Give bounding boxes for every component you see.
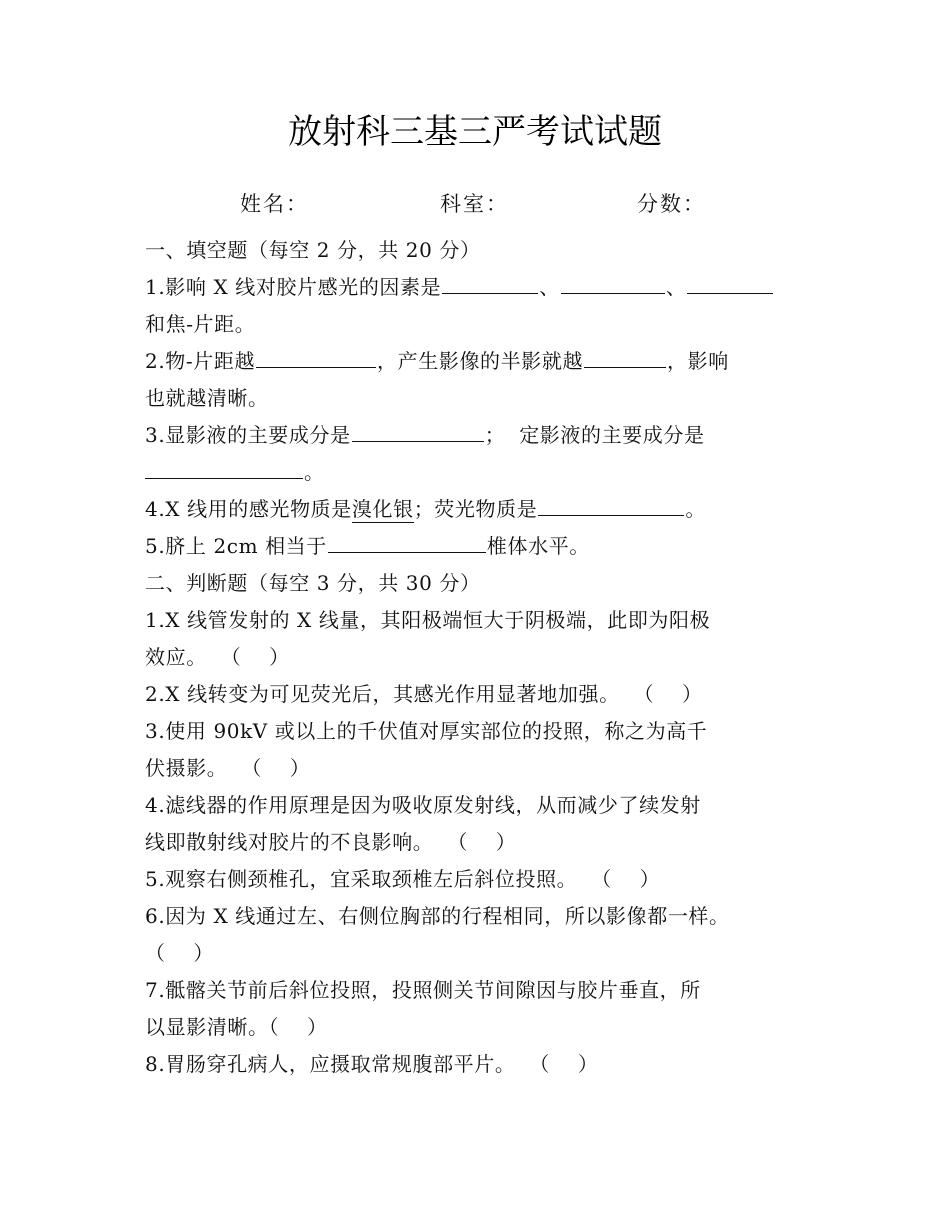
question-line: 2.X 线转变为可见荧光后，其感光作用显著地加强。 （ ） (145, 682, 703, 706)
answer-blank (538, 493, 684, 516)
question-text: 1.影响 X 线对胶片感光的因素是 (145, 275, 442, 299)
page-title: 放射科三基三严考试试题 (288, 112, 662, 152)
question-text: ，影响 (667, 349, 729, 373)
question-line (145, 528, 815, 565)
question-line (145, 269, 815, 306)
question-line: 伏摄影。 （ ） (145, 756, 311, 780)
question-line (145, 343, 815, 380)
question-line: 3.使用 90kV 或以上的千伏值对厚实部位的投照，称之为高千 (145, 719, 708, 743)
question-line: 6.因为 X 线通过左、右侧位胸部的行程相同，所以影像都一样。 (145, 904, 730, 928)
answer-blank (256, 345, 376, 368)
answer-blank (352, 419, 484, 442)
question-line: 5.观察右侧颈椎孔，宜采取颈椎左后斜位投照。 （ ） (145, 867, 661, 891)
question-text: 4.X 线用的感光物质是 (145, 497, 352, 521)
header-fields (0, 188, 950, 222)
question-line: 效应。 （ ） (145, 645, 290, 669)
question-line: 1.X 线管发射的 X 线量，其阳极端恒大于阴极端，此即为阳极 (145, 608, 711, 632)
question-text: 。 (304, 460, 325, 484)
question-line (145, 454, 815, 491)
exam-content (145, 232, 815, 1083)
question-text: ；荧光物质是 (413, 497, 538, 521)
filled-answer: 溴化银 (351, 497, 414, 521)
question-line (145, 491, 815, 528)
question-text: 5.脐上 2cm 相当于 (145, 534, 327, 558)
separator-text: 、 (539, 275, 560, 299)
question-text: 椎体水平。 (486, 534, 590, 558)
question-text: ，产生影像的半影就越 (377, 349, 584, 373)
question-line: 以显影清晰。（ ） (145, 1015, 328, 1039)
question-text: 2.物-片距越 (145, 349, 256, 373)
question-line: 和焦-片距。 (145, 312, 256, 336)
question-line: 8.胃肠穿孔病人，应摄取常规腹部平片。 （ ） (145, 1052, 599, 1076)
question-line: （ ） (145, 941, 215, 965)
question-line: 线即散射线对胶片的不良影响。 （ ） (145, 830, 517, 854)
answer-blank (584, 345, 666, 368)
question-text: 3.显影液的主要成分是 (145, 423, 351, 447)
answer-blank (145, 456, 303, 479)
question-line: 也就越清晰。 (145, 386, 269, 410)
question-line: 7.骶髂关节前后斜位投照，投照侧关节间隙因与胶片垂直，所 (145, 978, 701, 1002)
answer-blank (561, 271, 665, 294)
question-text: 。 (685, 497, 706, 521)
name-field-label: 姓名： (240, 192, 309, 216)
question-line (145, 417, 815, 454)
answer-blank (687, 271, 773, 294)
separator-text: 、 (665, 275, 687, 299)
section-heading-true-false: 二、判断题（每空 3 分，共 30 分） (145, 571, 481, 595)
dept-field-label: 科室： (440, 192, 509, 216)
score-field-label: 分数： (637, 192, 706, 216)
question-text: ； 定影液的主要成分是 (484, 423, 705, 447)
answer-blank (442, 271, 538, 294)
answer-blank (328, 530, 486, 553)
section-heading-fill-in: 一、填空题（每空 2 分，共 20 分） (145, 238, 481, 262)
question-line: 4.滤线器的作用原理是因为吸收原发射线，从而减少了续发射 (145, 793, 701, 817)
